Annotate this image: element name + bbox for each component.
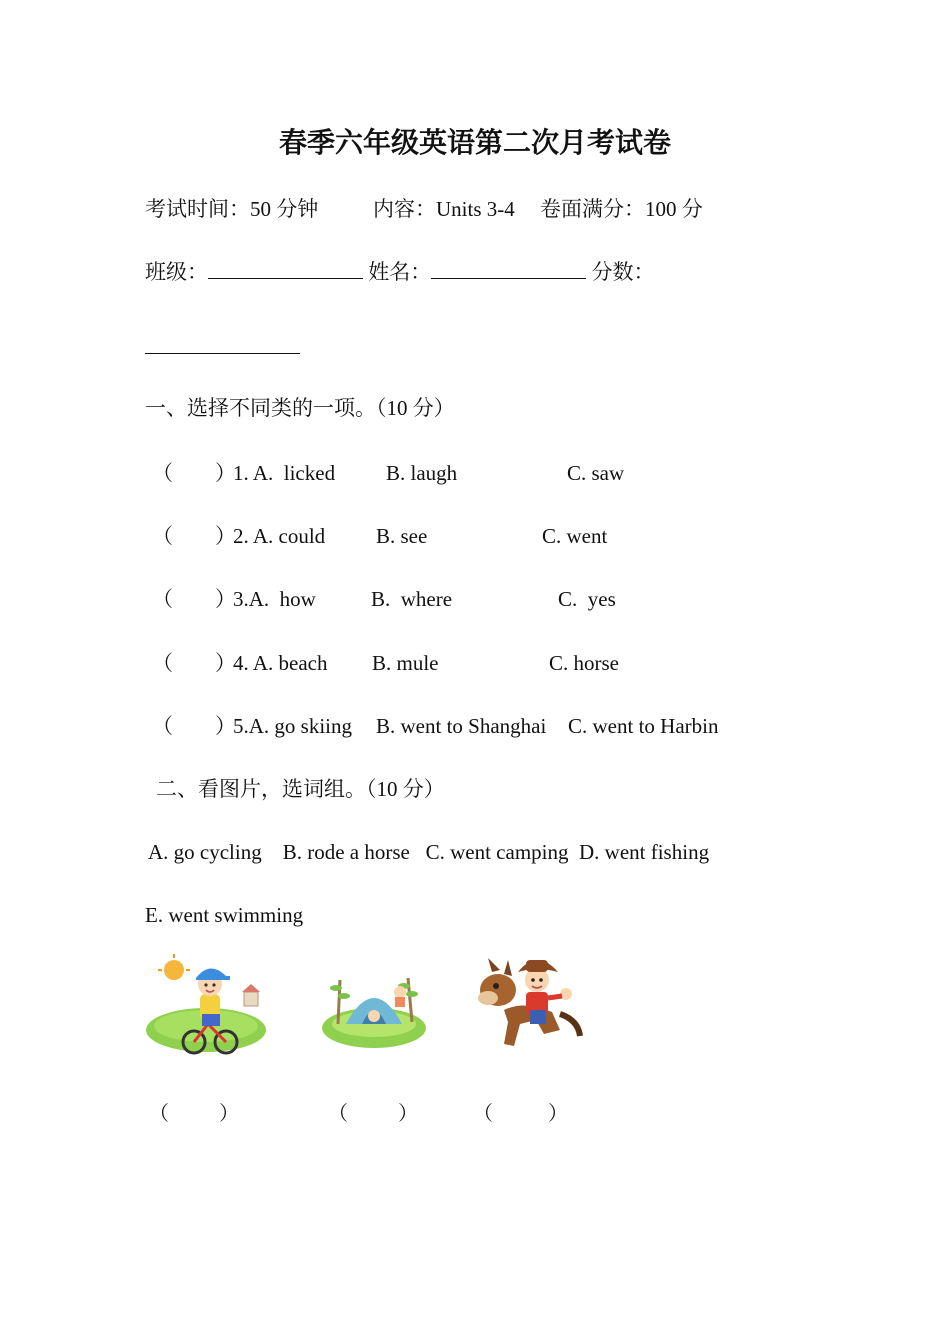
picture2-answer-paren[interactable]: （ ） xyxy=(328,1103,418,1125)
section2-options-line1: A. go cycling B. rode a horse C. went camping D. went fishing xyxy=(148,840,710,864)
student-info-line xyxy=(145,258,655,285)
class-blank[interactable] xyxy=(208,258,363,279)
cowboy-horse-icon xyxy=(474,950,588,1056)
q1-option-c: C. saw xyxy=(567,461,625,485)
section1-heading: 一、选择不同类的一项。（10 分） xyxy=(145,396,455,420)
name-label: 姓名： xyxy=(368,260,432,284)
q5-option-b: B. went to Shanghai xyxy=(376,714,547,738)
score-label: 分数： xyxy=(591,260,655,284)
q3-paren[interactable]: （ ） xyxy=(152,587,236,611)
q4-paren[interactable]: （ ） xyxy=(152,651,236,675)
q2-option-a: 2. A. could xyxy=(233,524,326,548)
picture3-answer-paren[interactable]: （ ） xyxy=(473,1103,568,1125)
q4-option-b: B. mule xyxy=(372,651,439,675)
class-label: 班级： xyxy=(145,260,208,284)
score-blank[interactable] xyxy=(145,333,300,354)
q2-paren[interactable]: （ ） xyxy=(152,524,236,548)
name-blank[interactable] xyxy=(431,258,586,279)
q2-option-b: B. see xyxy=(376,524,428,548)
section2-heading: 二、看图片，选词组。（10 分） xyxy=(156,777,445,801)
q5-option-a: 5.A. go skiing xyxy=(233,714,353,738)
q1-paren[interactable]: （ ） xyxy=(152,461,236,485)
score-line xyxy=(145,333,300,360)
q1-option-b: B. laugh xyxy=(386,461,458,485)
exam-full-score: 卷面满分：100 分 xyxy=(540,197,703,221)
q2-option-c: C. went xyxy=(542,524,608,548)
q5-paren[interactable]: （ ） xyxy=(152,714,236,738)
exam-time: 考试时间：50 分钟 xyxy=(145,197,319,221)
q4-option-c: C. horse xyxy=(549,651,619,675)
picture1-answer-paren[interactable]: （ ） xyxy=(149,1103,239,1125)
camping-tent-icon xyxy=(318,962,430,1054)
exam-content: 内容：Units 3-4 xyxy=(373,197,515,221)
q5-option-c: C. went to Harbin xyxy=(568,714,719,738)
section2-options-line2: E. went swimming xyxy=(145,903,304,927)
q3-option-b: B. where xyxy=(371,587,453,611)
q3-option-a: 3.A. how xyxy=(233,587,316,611)
q1-option-a: 1. A. licked xyxy=(233,461,336,485)
boy-cycling-icon xyxy=(144,952,274,1060)
q3-option-c: C. yes xyxy=(558,587,616,611)
q4-option-a: 4. A. beach xyxy=(233,651,328,675)
page-title: 春季六年级英语第二次月考试卷 xyxy=(278,126,671,159)
